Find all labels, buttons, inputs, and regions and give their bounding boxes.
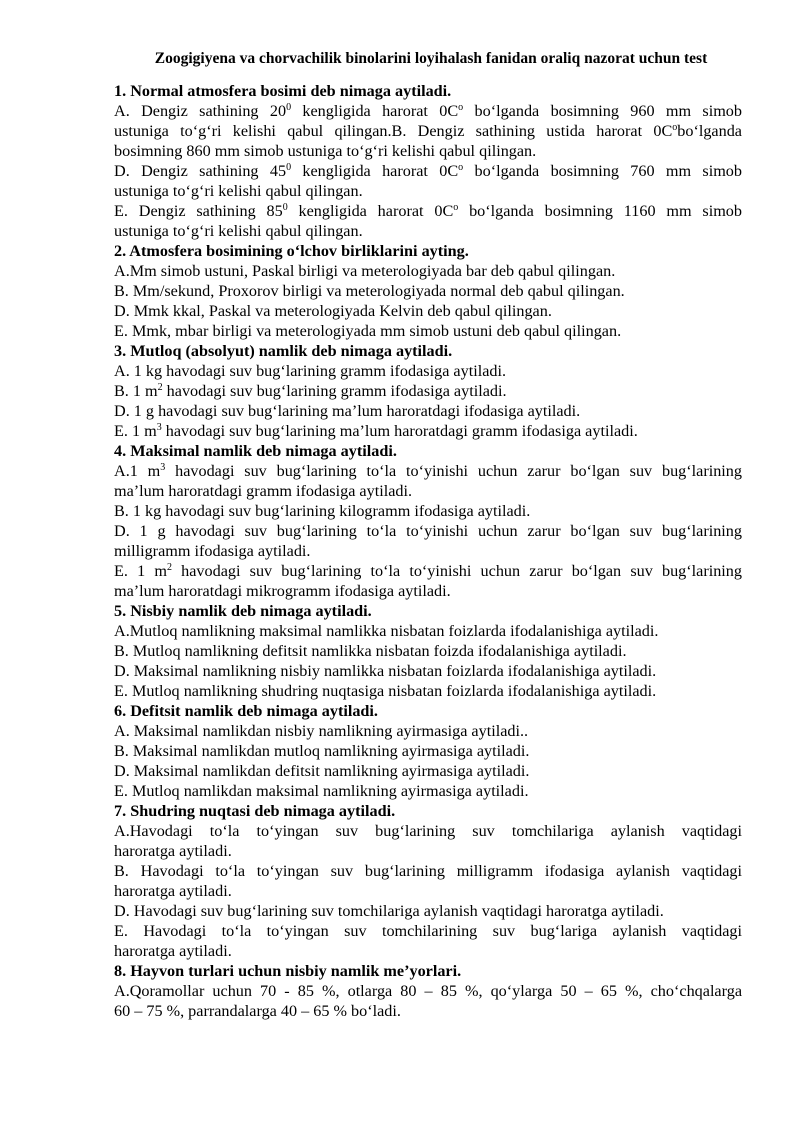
answer-line: A.Mm simob ustuni, Paskal birligi va meterologiyada bar deb qabul qilingan. bbox=[114, 262, 616, 280]
answer-line: A. Dengiz sathining $20^0$ kengligida harorat $0C^o$ bo‘lganda bosimning 960 mm simob bbox=[114, 102, 742, 120]
answer-line: B. Mm/sekund, Proxorov birligi va meterologiyada normal deb qabul qilingan. bbox=[114, 282, 625, 300]
answer-line: A. Maksimal namlikdan nisbiy namlikning ayirmasiga aytiladi.. bbox=[114, 722, 529, 740]
question-heading: 1. Normal atmosfera bosimi deb nimaga aytiladi. bbox=[114, 82, 452, 100]
answer-line: B. 1 kg havodagi suv bug‘larining kilogramm ifodasiga aytiladi. bbox=[114, 502, 531, 520]
answer-line: D. Maksimal namlikdan defitsit namlikning ayirmasiga aytiladi. bbox=[114, 762, 530, 780]
answer-line: E. 1 $m^2$ havodagi suv bug‘larining to‘la to‘yinishi uchun zarur bo‘lgan suv bug‘larining bbox=[114, 562, 742, 580]
superscript: o bbox=[672, 122, 678, 133]
question-heading: 3. Mutloq (absolyut) namlik deb nimaga aytiladi. bbox=[114, 342, 453, 360]
answer-line: ustuniga to‘g‘ri kelishi qabul qilingan. bbox=[114, 222, 363, 240]
answer-line: milligramm ifodasiga aytiladi. bbox=[114, 542, 311, 560]
answer-options bbox=[114, 461, 742, 601]
answer-line: A. 1 kg havodagi suv bug‘larining gramm ifodasiga aytiladi. bbox=[114, 362, 507, 380]
document-page bbox=[114, 49, 742, 1021]
answer-line: haroratga aytiladi. bbox=[114, 882, 232, 900]
superscript: 3 bbox=[160, 462, 166, 473]
question-heading: 7. Shudring nuqtasi deb nimaga aytiladi. bbox=[114, 802, 396, 820]
answer-line: B. Mutloq namlikning defitsit namlikka nisbatan foizda ifodalanishiga aytiladi. bbox=[114, 642, 627, 660]
superscript: o bbox=[458, 102, 464, 113]
answer-options bbox=[114, 621, 742, 701]
answer-line: D. 1 g havodagi suv bug‘larining to‘la to‘yinishi uchun zarur bo‘lgan suv bug‘larining bbox=[114, 522, 742, 540]
question-heading: 8. Hayvon turlari uchun nisbiy namlik me’yorlari. bbox=[114, 962, 462, 980]
answer-line: B. Maksimal namlikdan mutloq namlikning ayirmasiga aytiladi. bbox=[114, 742, 530, 760]
answer-line: E. Mmk, mbar birligi va meterologiyada mm simob ustuni deb qabul qilingan. bbox=[114, 322, 622, 340]
answer-line: D. Dengiz sathining $45^0$ kengligida harorat $0C^o$ bo‘lganda bosimning 760 mm simob bbox=[114, 162, 742, 180]
question-heading: 5. Nisbiy namlik deb nimaga aytiladi. bbox=[114, 602, 372, 620]
answer-line: A.Mutloq namlikning maksimal namlikka nisbatan foizlarda ifodalanishiga aytiladi. bbox=[114, 622, 659, 640]
superscript: 3 bbox=[156, 422, 162, 433]
superscript: 0 bbox=[286, 162, 292, 173]
document-title: Zoogigiyena va chorvachilik binolarini loyihalash fanidan oraliq nazorat uchun test bbox=[154, 50, 708, 67]
question-heading: 6. Defitsit namlik deb nimaga aytiladi. bbox=[114, 702, 378, 720]
answer-line: haroratga aytiladi. bbox=[114, 842, 232, 860]
answer-options bbox=[114, 821, 742, 961]
answer-line: D. Maksimal namlikning nisbiy namlikka nisbatan foizlarda ifodalanishiga aytiladi. bbox=[114, 662, 657, 680]
answer-line: D. 1 g havodagi suv bug‘larining ma’lum haroratdagi ifodasiga aytiladi. bbox=[114, 402, 581, 420]
superscript: 0 bbox=[286, 102, 292, 113]
answer-line: ma’lum haroratdagi mikrogramm ifodasiga aytiladi. bbox=[114, 582, 451, 600]
answer-line: A.1 $m^3$ havodagi suv bug‘larining to‘la to‘yinishi uchun zarur bo‘lgan suv bug‘larining bbox=[114, 462, 742, 480]
answer-line: D. Havodagi suv bug‘larining suv tomchilariga aylanish vaqtidagi haroratga aytiladi. bbox=[114, 902, 664, 920]
answer-options bbox=[114, 261, 742, 341]
answer-line: E. Mutloq namlikning shudring nuqtasiga nisbatan foizlarda ifodalanishiga aytiladi. bbox=[114, 682, 657, 700]
answer-options bbox=[114, 721, 742, 801]
answer-line: E. Havodagi to‘la to‘yingan suv tomchilarining suv bug‘lariga aylanish vaqtidagi bbox=[114, 922, 742, 940]
answer-options bbox=[114, 361, 742, 441]
answer-options bbox=[114, 101, 742, 241]
answer-line: D. Mmk kkal, Paskal va meterologiyada Kelvin deb qabul qilingan. bbox=[114, 302, 552, 320]
superscript: o bbox=[453, 202, 459, 213]
superscript: 2 bbox=[166, 562, 172, 573]
question-list bbox=[114, 81, 742, 1021]
answer-line: ustuniga to‘g‘ri kelishi qabul qilingan.B. Dengiz sathining ustida harorat $0C^obo‘lganda$ bbox=[114, 122, 742, 140]
superscript: 0 bbox=[282, 202, 288, 213]
answer-line: ma’lum haroratdagi gramm ifodasiga aytiladi. bbox=[114, 482, 413, 500]
answer-line: E. Dengiz sathining $85^0$ kengligida harorat $0C^o$ bo‘lganda bosimning 1160 mm simob bbox=[114, 202, 742, 220]
answer-options bbox=[114, 981, 742, 1021]
answer-line: E. 1 $m^3$ havodagi suv bug‘larining ma’lum haroratdagi gramm ifodasiga aytiladi. bbox=[114, 422, 638, 440]
answer-line: haroratga aytiladi. bbox=[114, 942, 232, 960]
question-heading: 2. Atmosfera bosimining o‘lchov birliklarini ayting. bbox=[114, 242, 469, 260]
superscript: o bbox=[458, 162, 464, 173]
question-heading: 4. Maksimal namlik deb nimaga aytiladi. bbox=[114, 442, 397, 460]
answer-line: 60 – 75 %, parrandalarga 40 – 65 % bo‘ladi. bbox=[114, 1002, 401, 1020]
answer-line: E. Mutloq namlikdan maksimal namlikning ayirmasiga aytiladi. bbox=[114, 782, 529, 800]
superscript: 2 bbox=[157, 382, 163, 393]
answer-line: bosimning 860 mm simob ustuniga to‘g‘ri kelishi qabul qilingan. bbox=[114, 142, 537, 160]
answer-line: ustuniga to‘g‘ri kelishi qabul qilingan. bbox=[114, 182, 363, 200]
answer-line: B. 1 $m^2$ havodagi suv bug‘larining gramm ifodasiga aytiladi. bbox=[114, 382, 507, 400]
answer-line: A.Havodagi to‘la to‘yingan suv bug‘larining suv tomchilariga aylanish vaqtidagi bbox=[114, 822, 742, 840]
answer-line: A.Qoramollar uchun 70 - 85 %, otlarga 80 – 85 %, qo‘ylarga 50 – 65 %, cho‘chqalarga bbox=[114, 982, 742, 1000]
answer-line: B. Havodagi to‘la to‘yingan suv bug‘larining milligramm ifodasiga aylanish vaqtidagi bbox=[114, 862, 742, 880]
